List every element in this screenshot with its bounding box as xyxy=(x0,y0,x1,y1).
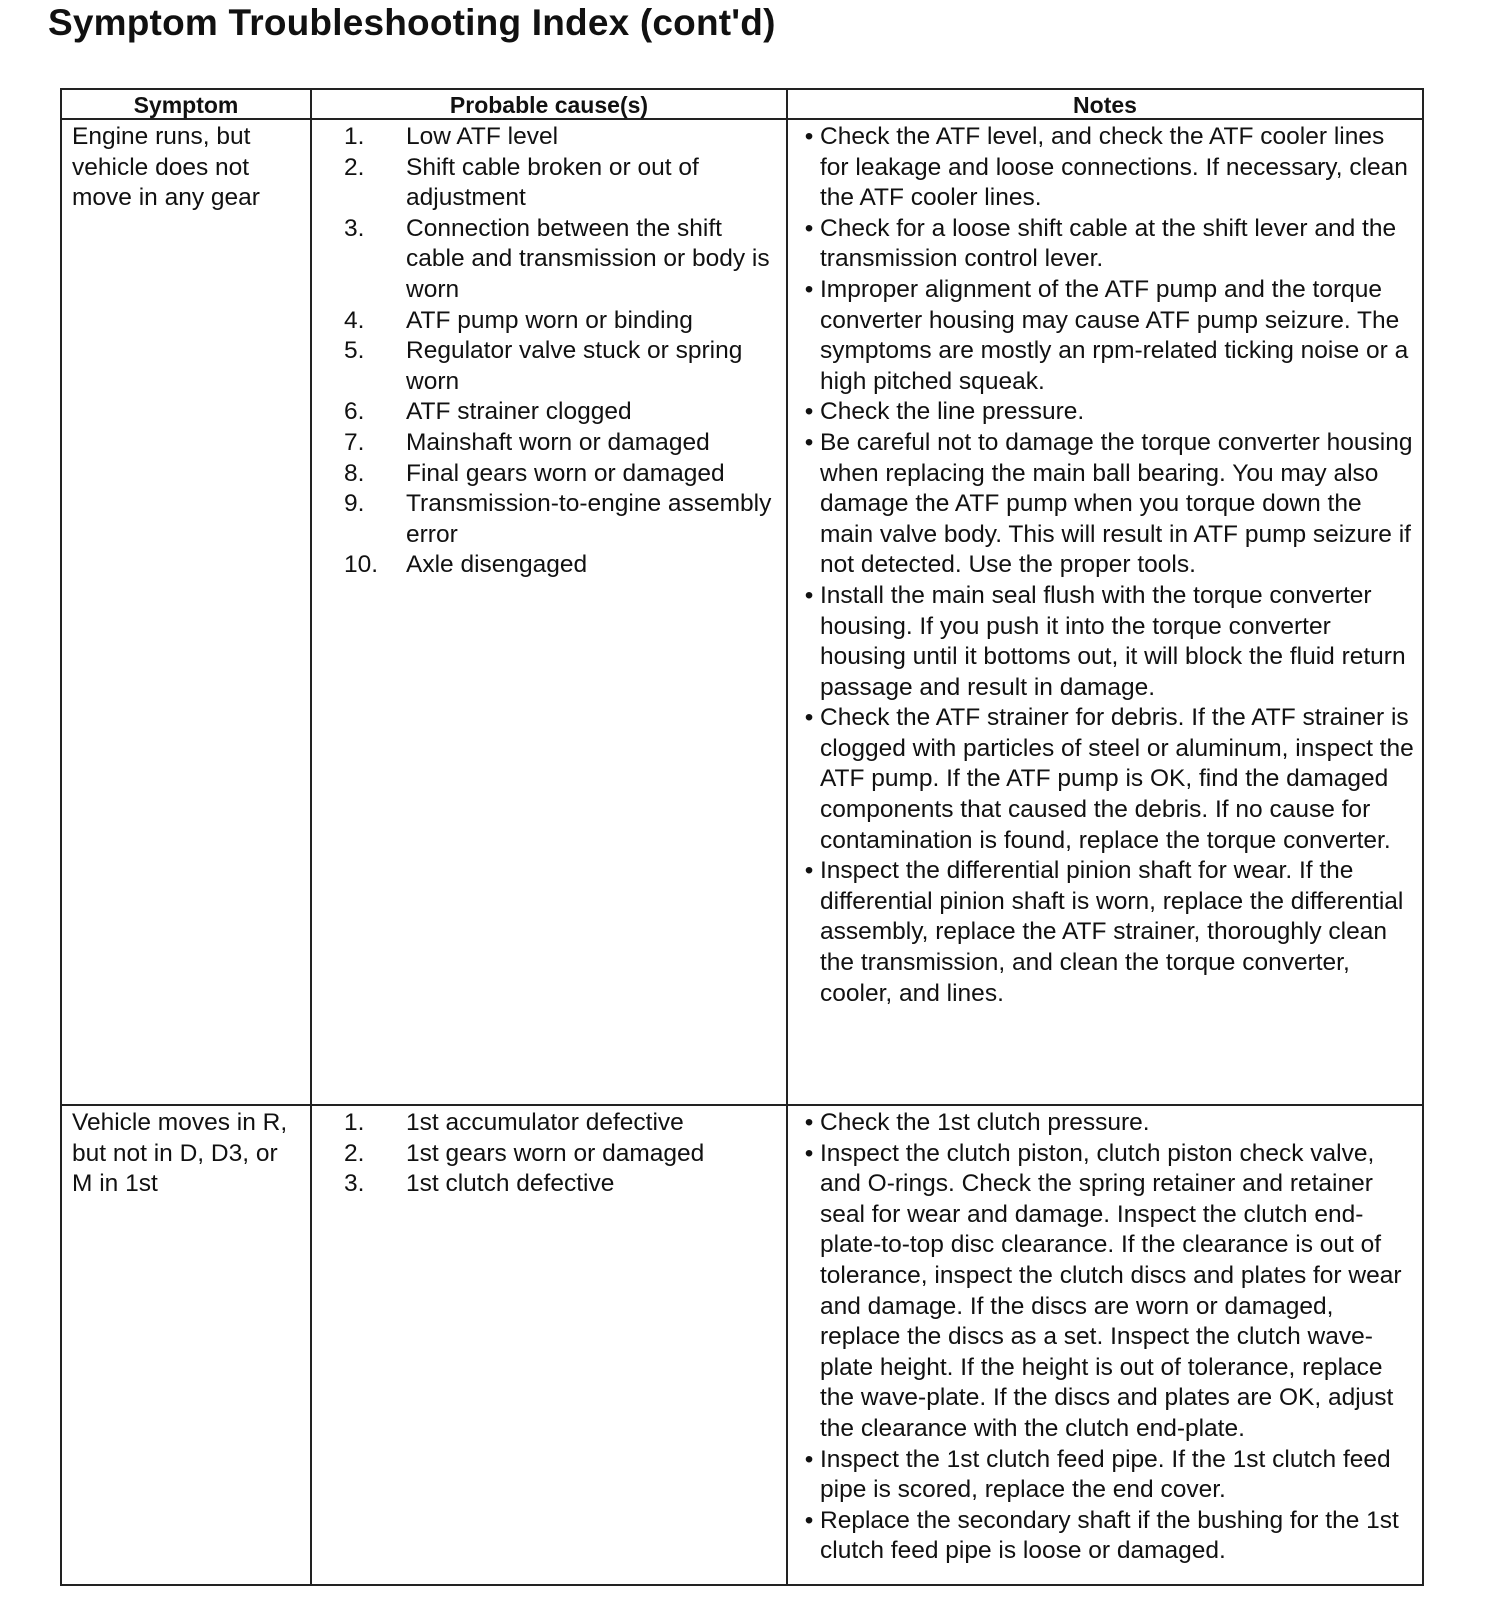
note-item xyxy=(798,1506,1416,1567)
bullet-icon: • xyxy=(804,214,814,242)
cause-number: 8. xyxy=(344,459,365,487)
causes-cell xyxy=(311,119,787,1105)
bullet-icon: • xyxy=(804,123,814,150)
note-item xyxy=(798,397,1416,428)
bullet-icon: • xyxy=(804,1445,814,1473)
note-text: Replace the secondary shaft if the bushing for the 1st clutch feed pipe is loose or damaged. xyxy=(820,1506,1399,1565)
cause-item xyxy=(322,1108,780,1139)
cause-item xyxy=(322,1169,780,1200)
notes-cell xyxy=(787,1105,1423,1585)
notes-cell xyxy=(787,119,1423,1105)
bullet-icon: • xyxy=(804,1109,814,1136)
bullet-icon: • xyxy=(804,1506,814,1534)
header-notes: Notes xyxy=(787,89,1423,119)
header-symptom: Symptom xyxy=(61,89,311,119)
cause-text: Shift cable broken or out of adjustment xyxy=(406,153,699,212)
note-item xyxy=(798,856,1416,1009)
note-list xyxy=(798,1108,1416,1567)
cause-number: 1. xyxy=(344,1109,365,1136)
page-title: Symptom Troubleshooting Index (cont'd) xyxy=(48,2,776,43)
cause-item xyxy=(322,459,780,490)
cause-item xyxy=(322,489,780,550)
bullet-icon: • xyxy=(804,581,814,609)
cause-number: 2. xyxy=(344,1139,365,1167)
cause-text: Axle disengaged xyxy=(406,551,588,579)
cause-number: 1. xyxy=(344,123,365,150)
note-text: Check the line pressure. xyxy=(820,398,1085,426)
cause-text: ATF strainer clogged xyxy=(406,398,632,426)
table-header-row xyxy=(61,89,1423,119)
troubleshooting-table xyxy=(60,88,1424,1586)
note-item xyxy=(798,122,1416,214)
note-text: Check for a loose shift cable at the shift lever and the transmission control lever. xyxy=(820,214,1397,273)
cause-text: Mainshaft worn or damaged xyxy=(406,428,710,456)
symptom-cell: Engine runs, but vehicle does not move in any gear xyxy=(61,119,311,1105)
bullet-icon: • xyxy=(804,1139,814,1167)
cause-number: 3. xyxy=(344,1170,365,1198)
table-row xyxy=(61,1105,1423,1585)
note-item xyxy=(798,1108,1416,1139)
note-text: Inspect the differential pinion shaft for wear. If the differential pinion shaft is worn, replace the differential assembly, replace the ATF strainer, thoroughly clean the transmission, and clean the torque converter, cooler, and lines. xyxy=(820,857,1404,1007)
cause-number: 10. xyxy=(344,551,379,579)
cause-text: Final gears worn or damaged xyxy=(406,459,725,487)
cause-item xyxy=(322,306,780,337)
cause-number: 5. xyxy=(344,337,365,365)
note-item xyxy=(798,703,1416,856)
cause-text: Low ATF level xyxy=(406,123,559,150)
note-item xyxy=(798,581,1416,703)
cause-number: 2. xyxy=(344,153,365,181)
cause-text: 1st accumulator defective xyxy=(406,1109,684,1136)
cause-number: 3. xyxy=(344,214,365,242)
cause-number: 7. xyxy=(344,428,365,456)
bullet-icon: • xyxy=(804,704,814,732)
cause-item xyxy=(322,122,780,153)
cause-number: 6. xyxy=(344,398,365,426)
note-list xyxy=(798,122,1416,1009)
cause-item xyxy=(322,428,780,459)
cause-list xyxy=(322,122,780,581)
cause-item xyxy=(322,397,780,428)
note-item xyxy=(798,214,1416,275)
cause-item xyxy=(322,336,780,397)
bullet-icon: • xyxy=(804,398,814,426)
causes-cell xyxy=(311,1105,787,1585)
cause-item xyxy=(322,153,780,214)
cause-item xyxy=(322,550,780,581)
bullet-icon: • xyxy=(804,857,814,885)
note-item xyxy=(798,1445,1416,1506)
cause-item xyxy=(322,214,780,306)
cause-list xyxy=(322,1108,780,1200)
note-text: Check the ATF level, and check the ATF cooler lines for leakage and loose connections. If necessary, clean the ATF cooler lines. xyxy=(820,123,1408,212)
cause-item xyxy=(322,1139,780,1170)
table-row xyxy=(61,119,1423,1105)
note-text: Check the ATF strainer for debris. If the ATF strainer is clogged with particles of steel or aluminum, inspect the ATF pump. If the ATF pump is OK, find the damaged components that caused the debris. If no cause for contamination is found, replace the torque converter. xyxy=(820,704,1414,854)
bullet-icon: • xyxy=(804,275,814,303)
note-item xyxy=(798,1139,1416,1445)
note-text: Check the 1st clutch pressure. xyxy=(820,1109,1150,1136)
cause-text: 1st clutch defective xyxy=(406,1170,615,1198)
cause-number: 4. xyxy=(344,306,365,334)
note-text: Install the main seal flush with the torque converter housing. If you push it into the torque converter housing until it bottoms out, it will block the fluid return passage and result in damage. xyxy=(820,581,1406,701)
note-text: Be careful not to damage the torque converter housing when replacing the main ball bearing. You may also damage the ATF pump when you torque down the main valve body. This will result in ATF pump seizure if not detected. Use the proper tools. xyxy=(820,428,1413,579)
bullet-icon: • xyxy=(804,428,814,456)
header-probable-causes: Probable cause(s) xyxy=(311,89,787,119)
cause-text: ATF pump worn or binding xyxy=(406,306,693,334)
cause-text: Regulator valve stuck or spring worn xyxy=(406,337,743,395)
symptom-cell: Vehicle moves in R, but not in D, D3, or M in 1st xyxy=(61,1105,311,1585)
note-item xyxy=(798,275,1416,397)
note-item xyxy=(798,428,1416,581)
note-text: Improper alignment of the ATF pump and the torque converter housing may cause ATF pump seizure. The symptoms are mostly an rpm-related ticking noise or a high pitched squeak. xyxy=(820,275,1409,395)
note-text: Inspect the clutch piston, clutch piston check valve, and O-rings. Check the spring retainer and retainer seal for wear and damage. Inspect the clutch end-plate-to-top disc clearance. If the clearance is out of tolerance, inspect the clutch discs and plates for wear and damage. If the discs are worn or damaged, replace the discs as a set. Inspect the clutch wave-plate height. If the height is out of tolerance, replace the wave-plate. If the discs and plates are OK, adjust the clearance with the clutch end-plate. xyxy=(820,1139,1402,1442)
cause-text: Connection between the shift cable and transmission or body is worn xyxy=(406,214,770,303)
cause-text: Transmission-to-engine assembly error xyxy=(406,490,772,548)
cause-text: 1st gears worn or damaged xyxy=(406,1139,705,1167)
cause-number: 9. xyxy=(344,490,365,518)
note-text: Inspect the 1st clutch feed pipe. If the 1st clutch feed pipe is scored, replace the end cover. xyxy=(820,1445,1391,1504)
